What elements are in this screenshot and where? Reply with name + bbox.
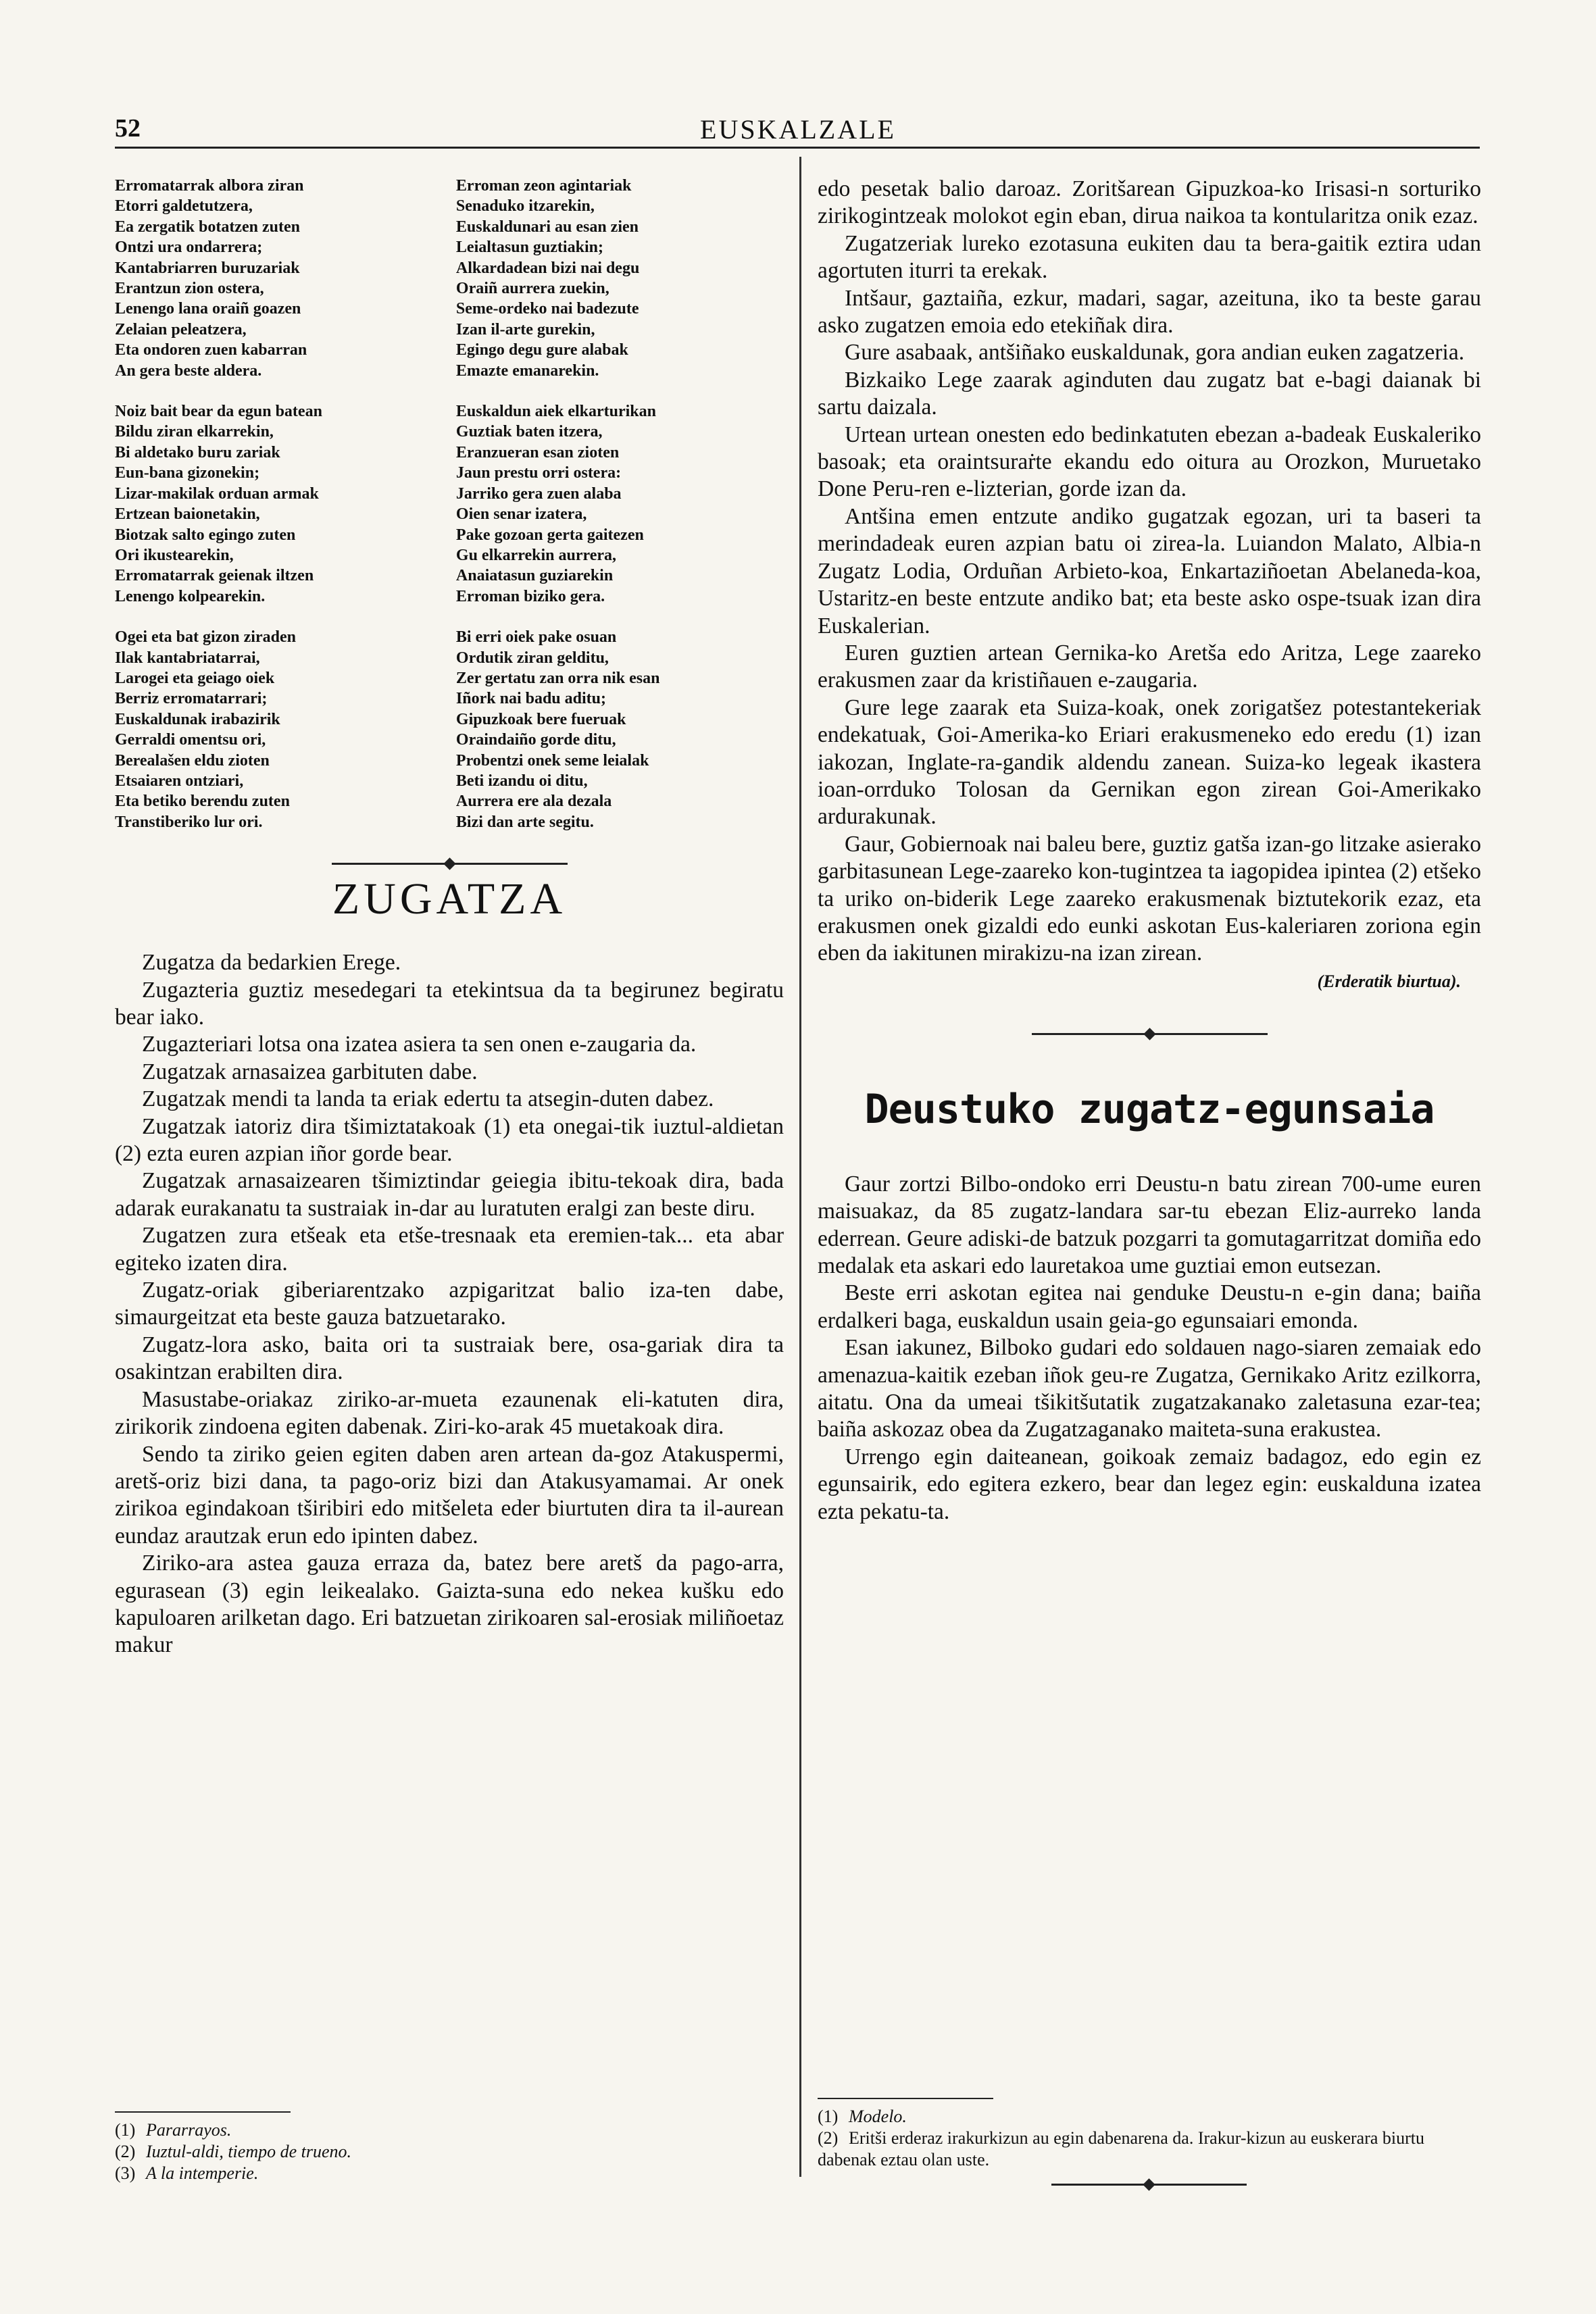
paragraph: Gure asabaak, antšiñako euskaldunak, gora andian euken zagatzeria. (845, 340, 1465, 366)
paragraph: Bizkaiko Lege zaarak aginduten dau zugatz bat e-bagi daianak bi sartu daizala. (818, 367, 1481, 420)
footnote-text: A la intemperie. (146, 2163, 259, 2183)
footnote (818, 2106, 1480, 2128)
paragraph: Zugatzak arnasaizearen tšimiztindar geiegia ibitu-tekoak dira, bada adarak eurakanatu ta sustraiak in-dar au luratuten eralgi zan beste diru. (115, 1168, 784, 1221)
paragraph: Urtean urtean onesten edo bedinkatuten ebezan a-badeak Euskaleriko basoak; eta oraintsuraṙte ekandu edo oitura au Orozkon, Muruetako Done Peru-ren e-lizterian, gorde izan da. (818, 422, 1481, 502)
paragraph: Intšaur, gaztaiña, ezkur, madari, sagar, azeituna, iko ta beste garau asko zugatzen emoia edo etekiñak dira. (818, 285, 1481, 338)
footnote-rule (818, 2098, 993, 2099)
paragraph: Zugatzen zura etšeak eta etše-tresnaak eta eremien-tak... eta abar egiteko izaten dira. (115, 1223, 784, 1276)
poem-stanza: Bi erri oiek pake osuan Ordutik ziran gelditu, Zer gertatu zan orra nik esan Iñork nai badu aditu; Gipuzkoak bere fueruak Oraindaiño gorde ditu, Probentzi onek seme leialak Beti izandu oi ditu, Aurrera ere ala dezala Bizi dan arte segitu. (455, 628, 660, 831)
paragraph: Gure lege zaarak eta Suiza-koak, onek zorigatšez potestantekeriak endekatuak, Goi-Amerika-ko Eriari erakusmeneko edo eredu (1) izan iakozan, Inglate-ra-gandik aldendu zanean. Suiza-ko legeak ikastera ioan-orrduko Tolosan da Gernikan egon zirean Goi-Amerikako ardurakunak. (818, 695, 1481, 830)
footnote-mark: (1) (818, 2107, 839, 2126)
poem-row (115, 176, 784, 381)
paragraph: Ziriko-ara astea gauza erraza da, batez bere aretš da pago-arra, egurasean (3) egin leikealako. Gaizta-suna edo nekea kušku edo kapuloaren arilketan dago. Eri batzuetan zirikoaren sal-erosiak miliñoetaz makur (115, 1551, 784, 1658)
article-title: Deustuko zugatz-egunsaia (864, 1085, 1435, 1133)
poem-row (115, 401, 784, 607)
paragraph: Zugatz-lora asko, baita ori ta sustraiak bere, osa-gariak dira ta osakintzan erabilten dira. (115, 1332, 784, 1385)
poem-stanza: Erroman zeon agintariak Senaduko itzarekin, Euskaldunari au esan zien Leialtasun guztiakin; Alkardadean bizi nai degu Oraiñ aurrera zuekin, Seme-ordeko nai badezute Izan il-arte gurekin, Egingo degu gure alabak Emazte emanarekin. (455, 177, 640, 380)
paragraph: Zugatza da bedarkien Erege. (142, 950, 401, 976)
paragraph: Gaur, Gobiernoak nai baleu bere, guztiz gatša izan-go litzake asierako garbitasunean Lege-zaareko kon-tugintzea ta iagopidea ipintea (2) etšeko ta uriko on-biderik Lege zaareko erakusmenak biztutekorik ezaz, eta erakusmen onek gizaldi edo eunki askotan Eus-kaleriaren zoriona egin eben da iakitunen mirakizu-na izan zirean. (818, 831, 1481, 966)
paragraph: Beste erri askotan egitea nai genduke Deustu-n e-gin dana; baiña erdalkeri baga, euskaldun usain geia-go egunsaiari emonda. (818, 1280, 1481, 1333)
page-number: 52 (115, 114, 141, 143)
paragraph: edo pesetak balio daroaz. Zoritšarean Gipuzkoa-ko Irisasi-n sorturiko zirikogintzeak molokot egin eban, dirua naikoa ta kontularitza onik ezaz. (818, 176, 1481, 229)
footnote-mark: (1) (115, 2120, 136, 2140)
footnote (818, 2128, 1480, 2171)
translation-note: (Erderatik biurtua). (1317, 971, 1461, 991)
poem-stanza: Ogei eta bat gizon ziraden Ilak kantabriatarrai, Larogei eta geiago oiek Berriz erromatarrari; Euskaldunak irabazirik Gerraldi omentsu ori, Berealašen eldu zioten Etsaiaren ontziari, Eta betiko berendu zuten Transtiberiko lur ori. (115, 628, 296, 831)
poem-row (115, 627, 784, 832)
header-rule (115, 147, 1480, 149)
poem-stanza: Euskaldun aiek elkarturikan Guztiak baten itzera, Eranzueran esan zioten Jaun prestu orri ostera: Jarriko gera zuen alaba Oien senar izatera, Pake gozoan gerta gaitezen Gu elkarrekin aurrera, Anaiatasun guziarekin Erroman biziko gera. (455, 403, 657, 605)
paragraph: Antšina emen entzute andiko gugatzak egozan, uri ta baseri ta merindadeak euren azpian batu oi zirea-la. Luiandon Malato, Albia-n Zugatz Lodia, Orduñan Arbieto-koa, Enkartaziñoetan Abelaneda-koa, Ustaritz-en beste entzute andiko bat; eta beste asko ospe-tsuak izan dira Euskalerian. (818, 503, 1481, 638)
footnote-text: Eritši erderaz irakurkizun au egin dabenarena da. Irakur-kizun au euskerara biurtu dabenak eztau olan uste. (818, 2128, 1425, 2169)
footnotes-left (115, 2111, 784, 2184)
footnote-mark: (2) (818, 2128, 839, 2148)
footnote-mark: (2) (115, 2142, 136, 2161)
paragraph: Zugazteriari lotsa ona izatea asiera ta sen onen e-zaugaria da. (142, 1032, 697, 1057)
paragraph: Zugatz-oriak giberiarentzako azpigaritzat balio iza-ten dabe, simaurgeitzat eta beste gauza batzuetarako. (115, 1278, 784, 1330)
right-column (791, 176, 1481, 1526)
paragraph: Urrengo egin daiteanean, goikoak zemaiz badagoz, edo egin ez egunsairik, edo egitera ezkero, bear dan legez egin: euskalduna izatea ezta pekatu-ta. (818, 1444, 1481, 1524)
paragraph: Zugatzak iatoriz dira tšimiztatakoak (1) eta onegai-tik iuztul-aldietan (2) ezta euren azpian iñor gorde bear. (115, 1113, 784, 1167)
footnote (115, 2141, 784, 2163)
paragraph: Masustabe-oriakaz ziriko-ar-mueta ezaunenak eli-katuten dira, zirikorik zindoena egiten dabenak. Ziri-ko-arak 45 muetakoak dira. (115, 1386, 784, 1440)
ornament-divider (818, 1030, 1481, 1038)
footnote-rule (115, 2111, 291, 2113)
paragraph: Sendo ta ziriko geien egiten daben aren artean da-goz Atakuspermi, aretš-oriz bizi dana, ta pago-oriz bizi dan Atakusyamamai. Ar onek zirikoa egindakoan tširibiri edo mitšeleta eder biurtuten dira ta il-aurean eundaz arautzak erun edo ipinten dabez. (115, 1441, 784, 1549)
page-header (115, 114, 1481, 143)
paragraph: Zugazteria guztiz mesedegari ta etekintsua da ta begirunez begiratu bear iako. (115, 977, 784, 1030)
article-title: ZUGATZA (332, 874, 567, 924)
paragraph: Euren guztien artean Gernika-ko Aretša edo Aritza, Lege zaareko erakusmen zaar da kristiñauen e-zaugaria. (818, 640, 1481, 693)
footnote (115, 2163, 784, 2184)
poem-stanza: Noiz bait bear da egun batean Bildu ziran elkarrekin, Bi aldetako buru zariak Eun-bana gizonekin; Lizar-makilak orduan armak Ertzean baionetakin, Biotzak salto egingo zuten Ori ikustearekin, Erromatarrak geienak iltzen Lenengo kolpearekin. (115, 403, 322, 605)
footnote-mark: (3) (115, 2163, 136, 2183)
paragraph: Gaur zortzi Bilbo-ondoko erri Deustu-n batu zirean 700-ume euren maisuakaz, da 85 zugatz-landara sar-tu ebezan Eliz-aurreko landa ederrean. Geure adiski-de batzuk pozgarri ta gomutagarritzat domiña edo medalak eta askari edo lauretakoa ume guztiai emon eutsezan. (818, 1171, 1481, 1278)
poem (115, 176, 784, 832)
left-column (115, 176, 784, 1659)
ornament-divider (115, 859, 784, 868)
ornament-divider (818, 2180, 1480, 2189)
footnote (115, 2119, 784, 2141)
paragraph: Zugatzeriak lureko ezotasuna eukiten dau ta bera-gaitik eztira udan agortuten iturri ta erekak. (818, 230, 1481, 284)
paragraph: Esan iakunez, Bilboko gudari edo soldauen nago-siaren zemaiak edo amenazua-kaitik ezeban iñok geu-re Zugatza, Gernikako Aritz ezilkorra, aitatu. Ona da umeai tšikitšutatik zugatzakanako zaletasuna ezar-tea; baiña askozaz obea da Zugatzaganako maiteta-suna erakustea. (818, 1335, 1481, 1442)
footnotes-right (818, 2098, 1480, 2189)
running-title: EUSKALZALE (700, 114, 896, 145)
footnote-text: Modelo. (849, 2107, 907, 2126)
poem-stanza: Erromatarrak albora ziran Etorri galdetutzera, Ea zergatik botatzen zuten Ontzi ura ondarrera; Kantabriarren buruzariak Erantzun zion ostera, Lenengo lana oraiñ goazen Zelaian peleatzera, Eta ondoren zuen kabarran An gera beste aldera. (115, 177, 307, 380)
footnote-text: Iuztul-aldi, tiempo de trueno. (146, 2142, 352, 2161)
footnote-text: Pararrayos. (146, 2120, 232, 2140)
paragraph: Zugatzak mendi ta landa ta eriak edertu ta atsegin-duten dabez. (142, 1086, 714, 1112)
paragraph: Zugatzak arnasaizea garbituten dabe. (142, 1059, 478, 1084)
